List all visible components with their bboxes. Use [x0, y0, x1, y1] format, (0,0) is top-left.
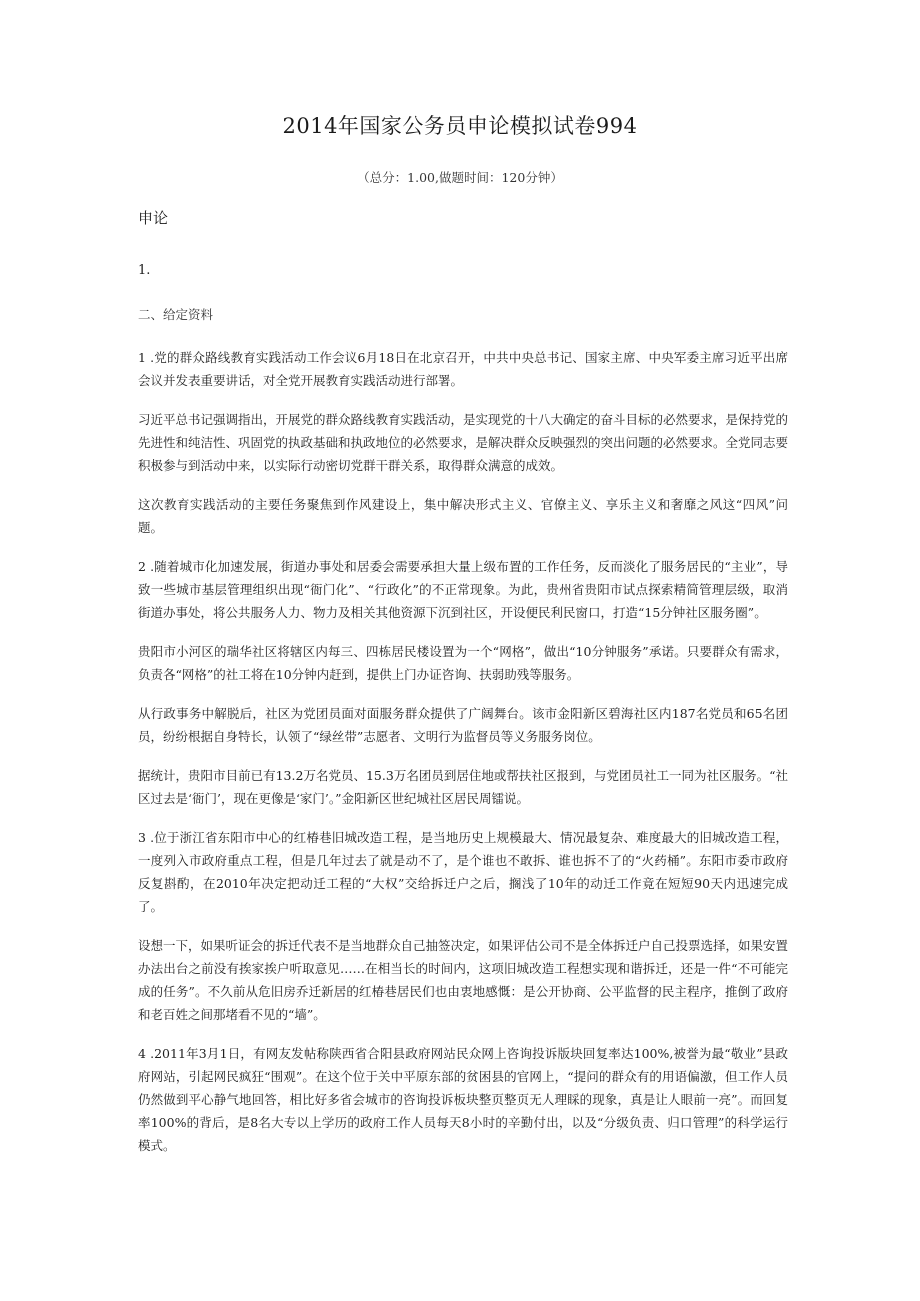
paragraph: 据统计，贵阳市目前已有13.2万名党员、15.3万名团员到居住地或帮扶社区报到，与党团员社工一同为社区服务。“社区过去是‘衙门’，现在更像是‘家门’。”金阳新区世纪城社区居民周镭说。 [138, 768, 788, 806]
paragraph: 2 .随着城市化加速发展，街道办事处和居委会需要承担大量上级布置的工作任务，反而淡化了服务居民的“主业”，导致一些城市基层管理组织出现“衙门化”、“行政化”的不正常现象。为此，贵州省贵阳市试点探索精简管理层级，取消街道办事处，将公共服务人力、物力及相关其他资源下沉到社区，开设便民利民窗口，打造“15分钟社区服务圈”。 [138, 559, 788, 620]
paragraph: 3 .位于浙江省东阳市中心的红椿巷旧城改造工程，是当地历史上规模最大、情况最复杂、难度最大的旧城改造工程，一度列入市政府重点工程，但是几年过去了就是动不了，是个谁也不敢拆、谁也拆不了的“火药桶”。东阳市委市政府反复斟酌，在2010年决定把动迁工程的“大权”交给拆迁户之后，搁浅了10年的动迁工作竟在短短90天内迅速完成了。 [138, 830, 788, 914]
paragraph: 从行政事务中解脱后，社区为党团员面对面服务群众提供了广阔舞台。该市金阳新区碧海社区内187名党员和65名团员，纷纷根据自身特长，认领了“绿丝带”志愿者、文明行为监督员等义务服务岗位。 [138, 706, 788, 744]
paragraph: 贵阳市小河区的瑞华社区将辖区内每三、四栋居民楼设置为一个“网格”，做出“10分钟服务”承诺。只要群众有需求，负责各“网格”的社工将在10分钟内赶到，提供上门办证咨询、扶弱助残等服务。 [138, 644, 788, 682]
exam-meta: （总分：1.00,做题时间：120分钟） [357, 170, 563, 185]
paragraph: 1 .党的群众路线教育实践活动工作会议6月18日在北京召开，中共中央总书记、国家主席、中央军委主席习近平出席会议并发表重要讲话，对全党开展教育实践活动进行部署。 [138, 350, 788, 388]
paragraph: 设想一下，如果听证会的拆迁代表不是当地群众自己抽签决定，如果评估公司不是全体拆迁户自己投票选择，如果安置办法出台之前没有挨家挨户听取意见……在相当长的时间内，这项旧城改造工程想实现和谐拆迁，还是一件“不可能完成的任务”。不久前从危旧房乔迁新居的红椿巷居民们也由衷地感慨：是公开协商、公平监督的民主程序，推倒了政府和老百姓之间那堵看不见的“墙”。 [138, 938, 789, 1022]
paragraph: 习近平总书记强调指出，开展党的群众路线教育实践活动，是实现党的十八大确定的奋斗目标的必然要求，是保持党的先进性和纯洁性、巩固党的执政基础和执政地位的必然要求，是解决群众反映强烈的突出问题的必然要求。全党同志要积极参与到活动中来，以实际行动密切党群干群关系，取得群众满意的成效。 [138, 412, 789, 473]
materials-body [138, 346, 788, 1173]
page-title: 2014年国家公务员申论模拟试卷994 [282, 114, 638, 138]
paragraph: 这次教育实践活动的主要任务聚焦到作风建设上，集中解决形式主义、官僚主义、享乐主义和奢靡之风这“四风”问题。 [138, 497, 788, 535]
materials-heading: 二、给定资料 [138, 307, 214, 322]
question-number: 1. [138, 263, 151, 278]
paragraph: 4 .2011年3月1日，有网友发帖称陕西省合阳县政府网站民众网上咨询投诉版块回复率达100%,被誉为最“敬业”县政府网站，引起网民疯狂“围观”。在这个位于关中平原东部的贫困县的官网上，“提问的群众有的用语偏激，但工作人员仍然做到平心静气地回答，相比好多省会城市的咨询投诉板块整页整页无人理睬的现象，真是让人眼前一亮”。而回复率100%的背后，是8名大专以上学历的政府工作人员每天8小时的辛勤付出，以及“分级负责、归口管理”的科学运行模式。 [138, 1046, 788, 1153]
section-heading: 申论 [138, 209, 169, 227]
